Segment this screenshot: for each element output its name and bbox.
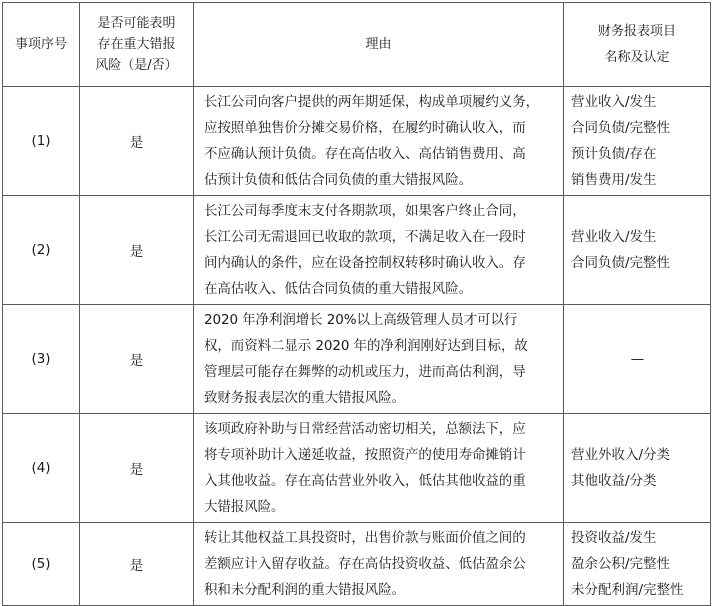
item-no-cell: (2) [3, 196, 80, 305]
reason-line: 在高估收入、低估合同负债的重大错报风险。 [204, 281, 472, 297]
reason-line: 管理层可能存在舞弊的动机或压力，进而高估利润，导 [204, 364, 526, 380]
reason-line: 2020 年净利润增长 20%以上高级管理人员才可以行 [204, 312, 518, 328]
header-risk [80, 3, 194, 87]
reason-line: 不应确认预计负债。存在高估收入、高估销售费用、高 [204, 146, 526, 162]
fs-items-cell [564, 523, 711, 606]
fs-item: 其他收益/分类 [571, 473, 657, 489]
reason-line: 大错报风险。 [204, 499, 285, 515]
header-fs-items [564, 3, 711, 87]
fs-item: 盈余公积/完整性 [571, 556, 671, 572]
fs-item: 营业收入/发生 [571, 94, 657, 110]
reason-cell [194, 305, 564, 414]
fs-items-cell [564, 414, 711, 523]
fs-items-cell [564, 305, 711, 414]
item-no-cell: (3) [3, 305, 80, 414]
fs-item: 营业外收入/分类 [571, 447, 671, 463]
reason-line: 间内确认的条件，应在设备控制权转移时确认收入。存 [204, 255, 526, 271]
reason-line: 入其他收益。存在高估营业外收入，低估其他收益的重 [204, 473, 526, 489]
table-row [3, 196, 711, 305]
table-row [3, 414, 711, 523]
risk-cell: 是 [80, 305, 194, 414]
header-risk-line: 存在重大错报 [97, 37, 176, 52]
item-no-cell: (4) [3, 414, 80, 523]
table-row [3, 87, 711, 196]
item-no-cell: (5) [3, 523, 80, 606]
fs-item: 合同负债/完整性 [571, 120, 671, 136]
reason-line: 积和未分配利润的重大错报风险。 [204, 582, 405, 598]
fs-item: 销售费用/发生 [571, 172, 657, 188]
reason-cell [194, 196, 564, 305]
risk-cell: 是 [80, 196, 194, 305]
fs-item: — [630, 351, 645, 367]
risk-cell: 是 [80, 523, 194, 606]
reason-line: 长江公司每季度末支付各期款项，如果客户终止合同， [204, 203, 526, 219]
fs-item: 预计负债/存在 [571, 146, 657, 162]
risk-cell: 是 [80, 414, 194, 523]
reason-line: 权，而资料二显示 2020 年的净利润刚好达到目标，故 [204, 338, 528, 354]
reason-line: 将专项补助计入递延收益，按照资产的使用寿命摊销计 [204, 447, 526, 463]
fs-items-cell [564, 196, 711, 305]
item-no-cell: (1) [3, 87, 80, 196]
header-fs-items-line: 财务报表项目 [597, 23, 676, 39]
reason-line: 长江公司向客户提供的两年期延保，构成单项履约义务， [204, 94, 539, 110]
table-header-row [3, 3, 711, 87]
header-reason: 理由 [194, 3, 564, 87]
table-row [3, 523, 711, 606]
header-fs-items-line: 名称及认定 [604, 49, 670, 65]
reason-line: 致财务报表层次的重大错报风险。 [204, 390, 405, 406]
reason-line: 差额应计入留存收益。存在高估投资收益、低估盈余公 [204, 556, 526, 572]
header-risk-line: 风险（是/否） [95, 58, 178, 73]
risk-cell: 是 [80, 87, 194, 196]
reason-line: 该项政府补助与日常经营活动密切相关，总额法下，应 [204, 421, 526, 437]
reason-cell [194, 523, 564, 606]
fs-item: 未分配利润/完整性 [571, 582, 684, 598]
fs-item: 合同负债/完整性 [571, 255, 671, 271]
reason-line: 估预计负债和低估合同负债的重大错报风险。 [204, 172, 472, 188]
fs-item: 营业收入/发生 [571, 229, 657, 245]
reason-line: 长江公司无需退回已收取的款项，不满足收入在一段时 [204, 229, 526, 245]
header-risk-line: 是否可能表明 [97, 16, 176, 31]
header-item-no: 事项序号 [3, 3, 80, 87]
reason-line: 转让其他权益工具投资时，出售价款与账面价值之间的 [204, 530, 526, 546]
fs-item: 投资收益/发生 [571, 530, 657, 546]
reason-cell [194, 87, 564, 196]
reason-line: 应按照单独售价分摊交易价格，在履约时确认收入，而 [204, 120, 526, 136]
reason-cell [194, 414, 564, 523]
fs-items-cell [564, 87, 711, 196]
table-row [3, 305, 711, 414]
risk-assessment-table [2, 2, 711, 606]
